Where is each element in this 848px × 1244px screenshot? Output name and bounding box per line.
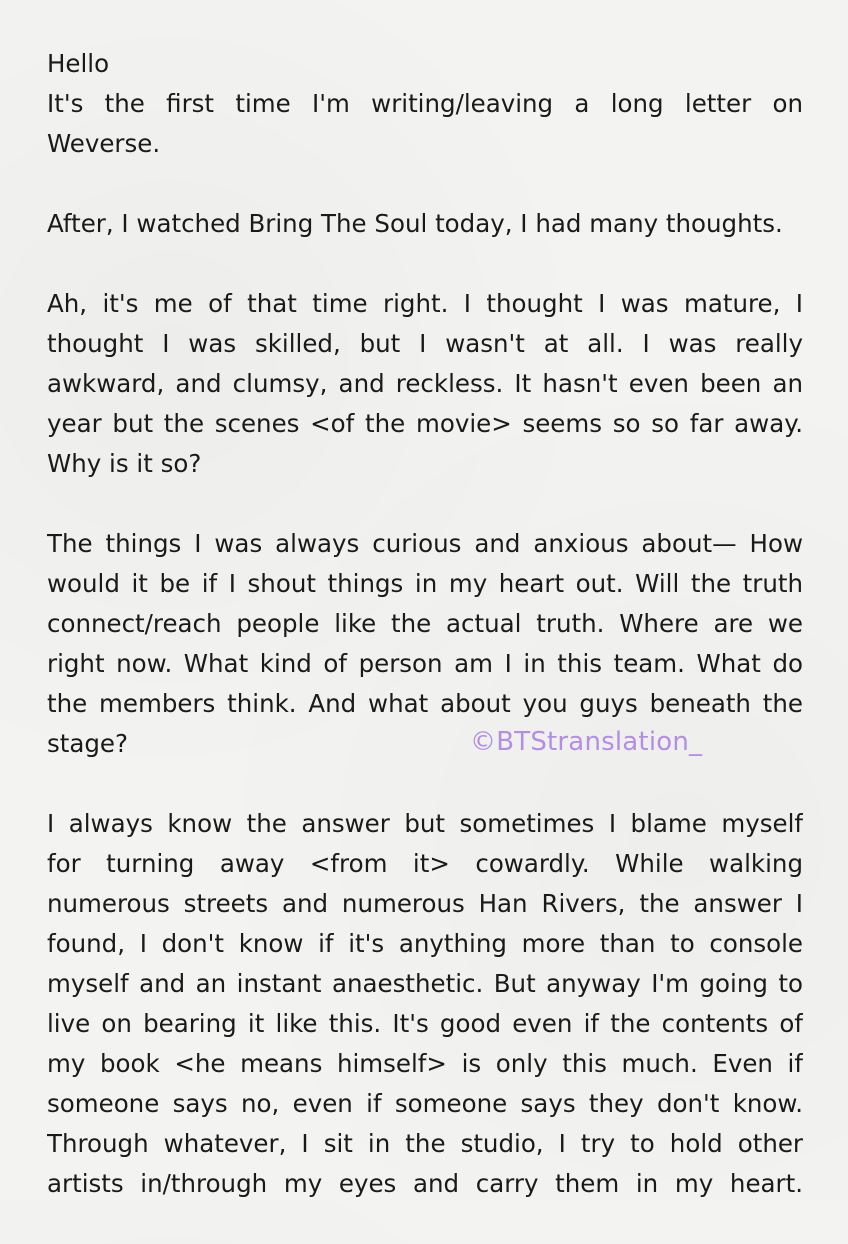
letter-line: stage? [47, 729, 129, 758]
letter-body [47, 44, 803, 1244]
paragraph-greeting [47, 44, 803, 164]
letter-line: Ah, it's me of that time right. I thought I was mature, I [47, 289, 803, 318]
letter-line: awkward, and clumsy, and reckless. It hasn't even been an [47, 369, 803, 398]
letter-line: After, I watched Bring The Soul today, I had many thoughts. [47, 209, 783, 238]
paragraph-that-time [47, 284, 803, 484]
letter-line: Through whatever, I sit in the studio, I try to hold other [47, 1129, 803, 1158]
letter-line: artists in/through my eyes and carry them in my heart. [47, 1169, 803, 1198]
letter-line: right now. What kind of person am I in this team. What do [47, 649, 803, 678]
letter-line: It's the first time I'm writing/leaving a long letter on [47, 89, 803, 118]
letter-line: my book <he means himself> is only this much. Even if [47, 1049, 803, 1078]
paragraph-answer [47, 804, 803, 1204]
letter-line: would it be if I shout things in my heart out. Will the truth [47, 569, 803, 598]
letter-line: Why is it so? [47, 449, 202, 478]
letter-line: found, I don't know if it's anything more than to console [47, 929, 803, 958]
letter-line: myself and an instant anaesthetic. But anyway I'm going to [47, 969, 803, 998]
letter-line: numerous streets and numerous Han Rivers, the answer I [47, 889, 803, 918]
paragraph-bring-the-soul [47, 204, 803, 244]
letter-line: Weverse. [47, 129, 161, 158]
letter-line: year but the scenes <of the movie> seems so so far away. [47, 409, 803, 438]
letter-line: someone says no, even if someone says they don't know. [47, 1089, 803, 1118]
letter-line: the members think. And what about you guys beneath the [47, 689, 803, 718]
letter-line: for turning away <from it> cowardly. While walking [47, 849, 803, 878]
letter-line: I always know the answer but sometimes I blame myself [47, 809, 803, 838]
letter-line: Hello [47, 49, 110, 78]
letter-line: The things I was always curious and anxious about— How [47, 529, 803, 558]
letter-line: connect/reach people like the actual truth. Where are we [47, 609, 803, 638]
translator-watermark: ©BTStranslation_ [470, 727, 703, 757]
letter-line: thought I was skilled, but I wasn't at all. I was really [47, 329, 803, 358]
letter-line: live on bearing it like this. It's good even if the contents of [47, 1009, 803, 1038]
